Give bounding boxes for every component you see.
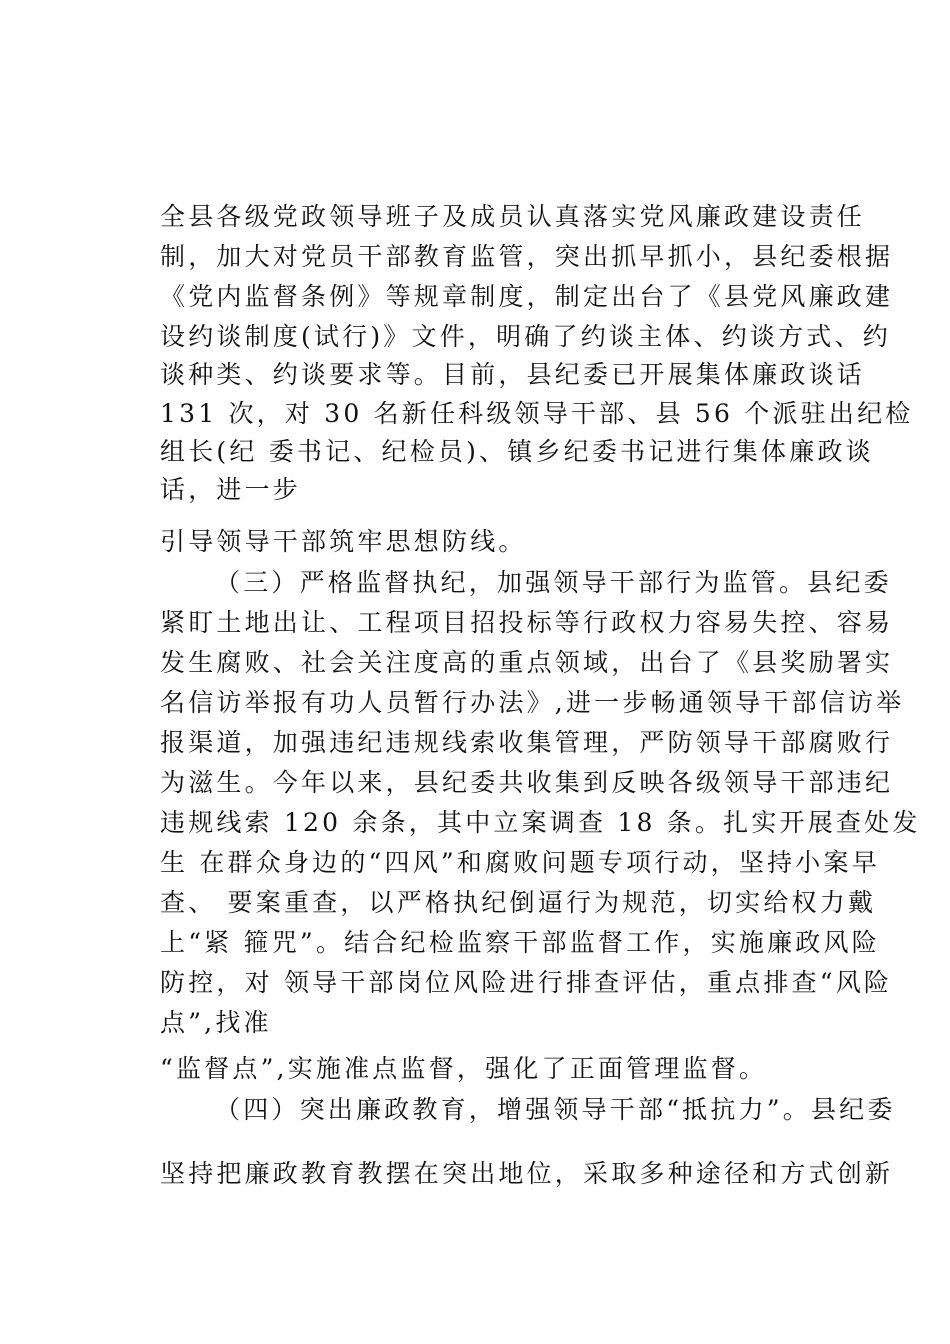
text-line: 紧盯土地出让、工程项目招投标等行政权力容易失控、容易 [160, 608, 894, 637]
text-line: 生 在群众身边的“四风”和腐败问题专项行动，坚持小案早 [160, 848, 880, 877]
text-line: 谈种类、约谈要求等。目前，县纪委已开展集体廉政谈话 [160, 360, 866, 389]
text-line: 报渠道，加强违纪违规线索收集管理，严防领导干部腐败行 [160, 728, 894, 757]
text-line: 上“紧 箍咒”。结合纪检监察干部监督工作，实施廉政风险 [160, 928, 880, 957]
section-heading-3: （三）严格监督执纪，加强领导干部行为监管。县纪委 [215, 568, 892, 597]
text-line: 名信访举报有功人员暂行办法》,进一步畅通领导干部信访举 [160, 688, 905, 717]
text-line: 发生腐败、社会关注度高的重点领域，出台了《县奖励署实 [160, 648, 894, 677]
section-heading-4: （四）突出廉政教育，增强领导干部“抵抗力”。县纪委 [215, 1095, 896, 1124]
text-line: 点”,找准 [160, 1008, 272, 1037]
text-line: 为滋生。今年以来，县纪委共收集到反映各级领导干部违纪 [160, 768, 894, 797]
text-line: 组长(纪 委书记、纪检员)、镇乡纪委书记进行集体廉政谈 [160, 437, 874, 466]
text-line: 设约谈制度(试行)》文件，明确了约谈主体、约谈方式、约 [160, 322, 891, 351]
text-line: 《党内监督条例》等规章制度，制定出台了《县党风廉政建 [160, 282, 894, 311]
text-line: 坚持把廉政教育教摆在突出地位，采取多种途径和方式创新 [160, 1159, 894, 1188]
text-line: 违规线索 120 余条，其中立案调查 18 条。扎实开展查处发 [160, 808, 921, 837]
text-line: 制，加大对党员干部教育监管，突出抓早抓小，县纪委根据 [160, 242, 894, 271]
text-line: 话，进一步 [160, 475, 302, 504]
text-line: “监督点”,实施准点监督，强化了正面管理监督。 [160, 1054, 768, 1083]
text-line: 防控，对 领导干部岗位风险进行排查评估，重点排查“风险 [160, 968, 893, 997]
text-line: 引导领导干部筑牢思想防线。 [160, 527, 527, 556]
text-line: 131 次，对 30 名新任科级领导干部、县 56 个派驻出纪检 [160, 399, 914, 428]
text-line: 全县各级党政领导班子及成员认真落实党风廉政建设责任 [160, 202, 866, 231]
text-line: 查、 要案重查，以严格执纪倒逼行为规范，切实给权力戴 [160, 888, 877, 917]
